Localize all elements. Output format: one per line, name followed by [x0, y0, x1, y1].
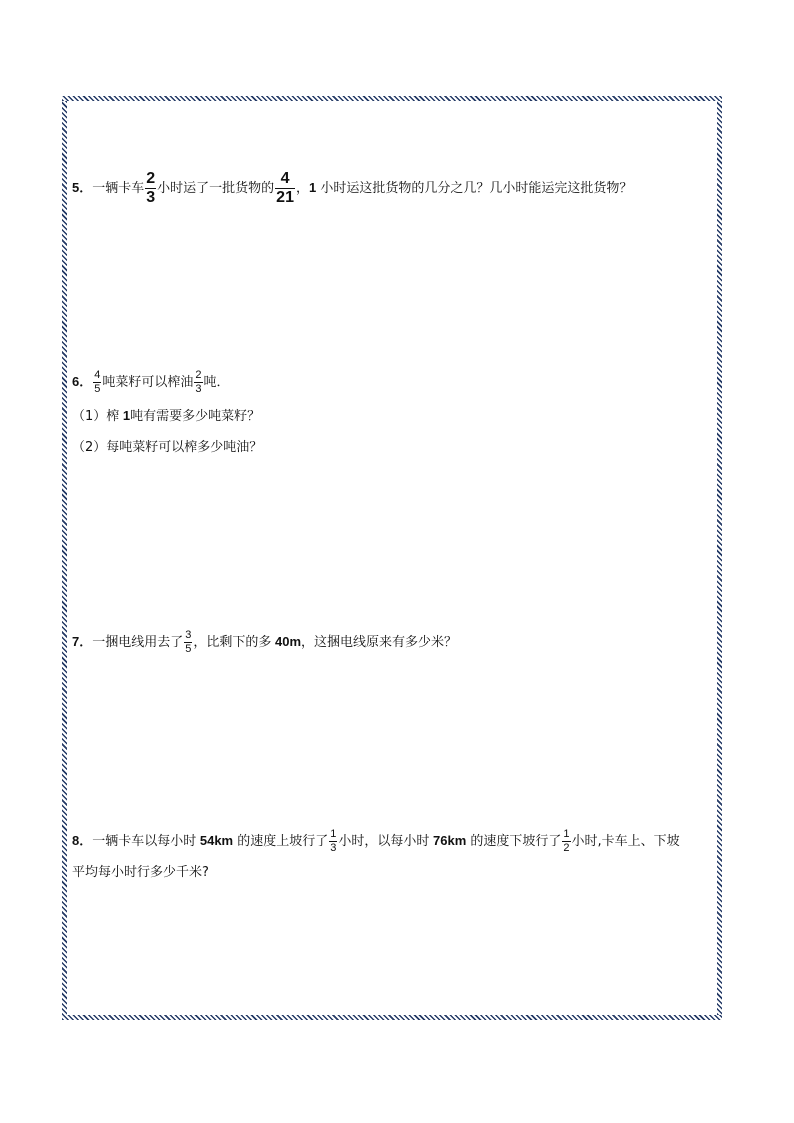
fraction-4-5: $\frac{4}{5}$: [94, 369, 101, 395]
question-5-text-1: 一辆卡车: [92, 181, 145, 196]
fraction-2-3: $\frac{2}{3}$: [195, 369, 202, 395]
fraction-2-3: $\frac{2}{3}$: [146, 170, 156, 206]
question-8-speed-down: 76km: [429, 833, 467, 848]
question-5-number: 5．: [72, 180, 93, 195]
question-5: [72, 171, 632, 206]
question-8-line-2: [72, 863, 209, 883]
question-6-number: 6．: [72, 374, 93, 389]
question-6: [72, 370, 230, 395]
question-7-number: 7．: [72, 634, 93, 649]
question-6-text-2: 吨．: [203, 375, 230, 390]
question-6-part-1: [72, 406, 260, 427]
question-8-speed-up: 54km: [196, 833, 234, 848]
question-7-text-2: ，比剩下的多: [193, 635, 272, 650]
question-6-part-2: [72, 438, 262, 458]
question-8-text-2: 的速度上坡行了: [233, 834, 329, 849]
question-6-text-1: 吨菜籽可以榨油: [102, 375, 194, 390]
question-5-number-1: 1: [308, 180, 317, 195]
question-7-amount: 40m: [271, 634, 302, 649]
question-8-text-6: 平均每小时行多少千米?: [72, 865, 209, 880]
question-8-text-5: 小时,卡车上、下坡: [571, 834, 680, 849]
question-7-text-1: 一捆电线用去了: [92, 635, 184, 650]
question-8-text-4: 的速度下坡行了: [466, 834, 562, 849]
fraction-1-2: $\frac{1}{2}$: [563, 828, 570, 854]
fraction-1-3: $\frac{1}{3}$: [330, 828, 337, 854]
question-6-part-1-text-b: 吨有需要多少吨菜籽？: [130, 409, 261, 424]
question-5-text-4: 小时运这批货物的几分之几？几小时能运完这批货物？: [316, 181, 633, 196]
question-8-number: 8．: [72, 833, 93, 848]
question-8-text-3: 小时，以每小时: [338, 834, 430, 849]
question-5-text-3: ，: [295, 181, 309, 196]
question-6-part-1-text-a: （1）榨: [72, 409, 120, 424]
question-8-text-1: 一辆卡车以每小时: [92, 834, 197, 849]
question-6-part-1-number: 1: [119, 408, 131, 423]
fraction-3-5: $\frac{3}{5}$: [185, 629, 192, 655]
question-7-text-3: ，这捆电线原来有多少米？: [301, 635, 458, 650]
fraction-4-21: $\frac{4}{21}$: [276, 170, 294, 206]
question-7: [72, 630, 457, 655]
question-5-text-2: 小时运了一批货物的: [157, 181, 275, 196]
question-6-part-2-text: （2）每吨菜籽可以榨多少吨油？: [72, 440, 263, 455]
question-8: [72, 829, 680, 854]
